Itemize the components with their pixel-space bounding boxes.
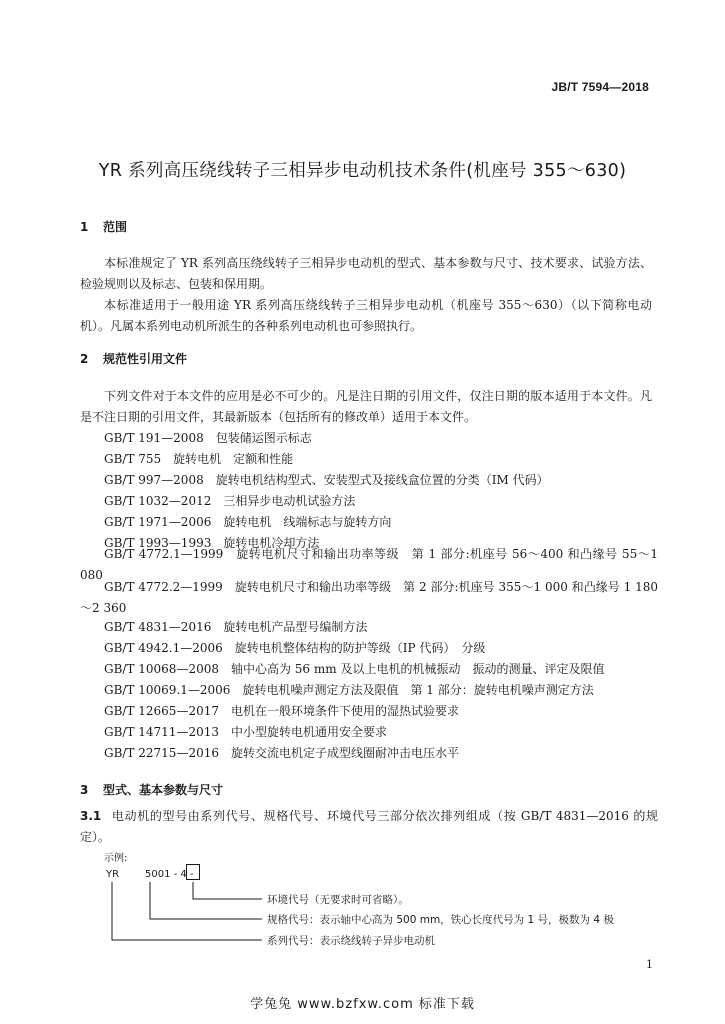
- standard-number: JB/T 7594—2018: [551, 80, 649, 94]
- example-series-code: YR: [106, 869, 120, 880]
- reference-title: 旋转电机噪声测定方法及限值 第 1 部分：旋转电机噪声测定方法: [242, 683, 594, 697]
- reference-code: GB/T 10069.1—2006: [104, 683, 231, 697]
- reference-code: GB/T 755: [104, 452, 162, 466]
- reference-code: GB/T 4772.1—1999: [104, 547, 224, 561]
- footer-watermark-text: 学兔兔 www.bzfxw.com 标准下载: [250, 997, 475, 1012]
- reference-code: GB/T 22715—2016: [104, 746, 219, 760]
- reference-title: 包装储运图示标志: [215, 431, 312, 445]
- reference-title: 旋转电机结构型式、安装型式及接线盒位置的分类（IM 代码）: [215, 473, 549, 487]
- reference-title: 旋转电机 定额和性能: [173, 452, 294, 466]
- section-1-number: 1: [80, 220, 89, 234]
- section-2-intro: 下列文件对于本文件的应用是必不可少的。凡是注日期的引用文件，仅注日期的版本适用于本文件。凡是不注日期的引用文件，其最新版本（包括所有的修改单）适用于本文件。: [80, 389, 652, 424]
- reference-code: GB/T 1032—2012: [104, 494, 212, 508]
- reference-code: GB/T 4772.2—1999: [104, 580, 223, 594]
- section-1-paragraph-1: 本标准规定了 YR 系列高压绕线转子三相异步电动机的型式、基本参数与尺寸、技术要求、试验方法、检验规则以及标志、包装和保用期。: [80, 256, 652, 291]
- reference-title: 旋转电机 线端标志与旋转方向: [223, 515, 392, 529]
- section-1-paragraph-2: 本标准适用于一般用途 YR 系列高压绕线转子三相异步电动机（机座号 355～630）（以下简称电动机）。凡属本系列电动机所派生的各种系列电动机也可参照执行。: [80, 298, 652, 333]
- page-number: 1: [646, 958, 653, 971]
- section-1-title: 范围: [103, 220, 128, 234]
- spec-code-label: 规格代号：表示轴中心高为 500 mm，铁心长度代号为 1 号，极数为 4 极: [267, 914, 614, 926]
- reference-title: 三相异步电动机试验方法: [223, 494, 356, 508]
- reference-title: 旋转电机尺寸和输出功率等级 第 1 部分:机座号 56～400 和凸缘号 55～1 080: [80, 547, 658, 582]
- reference-title: 旋转电机尺寸和输出功率等级 第 2 部分:机座号 355～1 000 和凸缘号 1 180～2 360: [80, 580, 658, 615]
- reference-code: GB/T 997—2008: [104, 473, 204, 487]
- example-label: 示例:: [104, 853, 128, 864]
- env-code-label: 环境代号（无要求时可省略）。: [267, 894, 409, 906]
- reference-title: 轴中心高为 56 mm 及以上电机的机械振动 振动的测量、评定及限值: [230, 662, 605, 676]
- section-3-title: 型式、基本参数与尺寸: [103, 783, 224, 797]
- reference-code: GB/T 12665—2017: [104, 704, 219, 718]
- section-3-number: 3: [80, 783, 89, 797]
- reference-title: 中小型旋转电机通用安全要求: [230, 725, 387, 739]
- reference-code: GB/T 4831—2016: [104, 620, 212, 634]
- reference-title: 旋转电机整体结构的防护等级（IP 代码） 分级: [234, 641, 486, 655]
- reference-code: GB/T 1993—1993: [104, 536, 212, 550]
- reference-code: GB/T 10068—2008: [104, 662, 219, 676]
- reference-code: GB/T 1971—2006: [104, 515, 212, 529]
- section-2-title: 规范性引用文件: [103, 352, 188, 366]
- clause-number: 3.1: [80, 809, 102, 823]
- reference-title: 旋转电机冷却方法: [223, 536, 320, 550]
- reference-title: 旋转交流电机定子成型线圈耐冲击电压水平: [230, 746, 459, 760]
- reference-code: GB/T 4942.1—2006: [104, 641, 223, 655]
- reference-code: GB/T 14711—2013: [104, 725, 219, 739]
- document-title: YR 系列高压绕线转子三相异步电动机技术条件(机座号 355～630): [98, 161, 627, 181]
- series-code-label: 系列代号：表示绕线转子异步电动机: [267, 935, 435, 947]
- reference-title: 电机在一般环境条件下使用的湿热试验要求: [230, 704, 459, 718]
- clause-text: 电动机的型号由系列代号、规格代号、环境代号三部分依次排列组成（按 GB/T 4831—2016 的规定）。: [80, 809, 658, 844]
- reference-code: GB/T 191—2008: [104, 431, 204, 445]
- reference-title: 旋转电机产品型号编制方法: [223, 620, 368, 634]
- section-2-number: 2: [80, 352, 89, 366]
- example-spec-code: 5001 - 4 -: [145, 869, 194, 880]
